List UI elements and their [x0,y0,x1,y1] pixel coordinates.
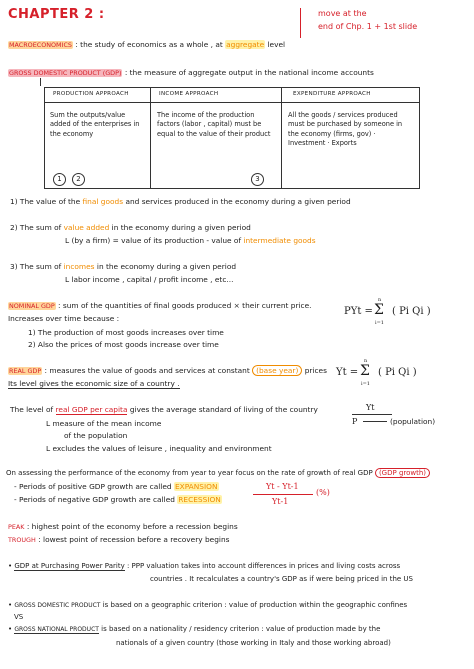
ppp-term: GDP at Purchasing Power Parity [14,562,125,570]
p2-post: in the economy during a given period [111,223,251,232]
growth-pre: On assessing the performance of the economy from year to year focus on the rate of growth of real GDP [6,469,373,477]
real-sigma-lower: i=1 [361,381,370,387]
p2-pre: 2) The sum of [10,223,62,232]
gnp-definition: • GROSS NATIONAL PRODUCT is based on a nationality / residency criterion : value of production made by the [8,625,381,633]
gnp-def1: is based on a nationality / residency criterion : value of production made by the [101,625,381,633]
circle-label-3: 3 [251,173,264,186]
real-formula-body: ( Pi Qi ) [378,367,417,378]
per-capita-frac-line [352,414,392,415]
ppp-definition: • GDP at Purchasing Power Parity : PPP valuation takes into account differences in prices and living costs across [8,562,401,570]
gdp-def-text: : the measure of aggregate output in the national income accounts [124,68,374,77]
nominal-bullet-2: 2) Also the prices of most goods increase over time [28,340,219,349]
move-note-line1: move at the [318,9,367,18]
point-3 [10,262,236,271]
gdp-geographic: • GROSS DOMESTIC PRODUCT is based on a geographic criterion : value of production within the geographic confines [8,601,408,609]
aggregate-highlight: aggregate [226,40,265,49]
point-3-sub: L labor income , capital / profit income , etc... [65,275,234,284]
per-capita-pre: The level of [10,405,54,414]
macroeconomics-term: MACROECONOMICS [9,41,72,49]
growth-percent: (%) [316,488,330,497]
chapter-title: CHAPTER 2 : [8,7,105,22]
nominal-sigma-upper: n [378,297,382,303]
incomes-highlight: incomes [63,262,95,271]
real-gdp-definition [8,366,327,376]
nominal-def-text: : sum of the quantities of final goods produced × their current price. [58,301,312,310]
note-bracket [300,8,303,38]
gdp-definition [8,68,374,78]
growth-bullet-recession [14,495,222,504]
cell-expenditure: All the goods / services produced must be purchased by someone in the economy (firms, gov) · Investment · Exports [288,111,403,147]
recession-pre: - Periods of negative GDP growth are called [14,495,175,504]
gnp-def2: nationals of a given country (those working in Italy and those working abroad) [116,639,391,647]
real-def-post: prices [304,366,327,375]
p3-post: in the economy during a given period [96,262,237,271]
cell-production: Sum the outputs/value added of the enterprises in the economy [50,111,140,138]
trough-def: : lowest point of recession before a recovery begins [38,535,230,544]
peak-def: : highest point of the economy before a recession begins [26,522,238,531]
per-capita-note: (population) [390,417,436,426]
expansion-pre: - Periods of positive GDP growth are called [14,482,172,491]
real-gdp-term: REAL GDP [9,367,42,375]
value-added-highlight: value added [63,223,110,232]
real-line2-text: Its level gives the economic size of a country . [8,379,180,388]
circle-label-1: 1 [53,173,66,186]
nominal-gdp-term: NOMINAL GDP [9,302,55,310]
peak-definition [8,522,238,532]
real-gdp-per-capita-highlight: real GDP per capita [55,405,128,414]
per-capita-sub1: L measure of the mean income [46,419,162,428]
header-production: PRODUCTION APPROACH [53,91,129,97]
intermediate-goods-highlight: intermediate goods [243,236,316,245]
growth-num: Yt - Yt-1 [266,482,299,491]
cell-income: The income of the production factors (labor , capital) must be equal to the value of their product [157,111,271,138]
ppp-def2: countries . It recalculates a country's GDP as if were being priced in the US [150,575,413,583]
header-expenditure: EXPENDITURE APPROACH [293,91,371,97]
nominal-formula-body: ( Pi Qi ) [392,306,431,317]
base-year-highlight: (base year) [252,365,302,376]
ppp-def1: : PPP valuation takes into account differences in prices and living costs across [126,562,401,570]
real-gdp-formula: Yt = [336,367,359,378]
move-note-line2: end of Chp. 1 + 1st slide [318,22,418,31]
vs-label: VS [14,613,24,621]
per-capita-line [10,405,318,414]
growth-line [6,469,430,478]
per-capita-arrow [363,421,387,422]
growth-den: Yt-1 [272,497,289,506]
p3-pre: 3) The sum of [10,262,62,271]
per-capita-num: Yt [366,403,375,412]
nominal-line2: Increases over time because : [8,314,120,323]
gdp-term: GROSS DOMESTIC PRODUCT (GDP) [9,69,122,77]
peak-term: PEAK [8,523,25,531]
p1-post: and services produced in the economy during a given period [125,197,351,206]
nominal-gdp-formula [344,306,373,317]
macroeconomics-definition [8,40,285,50]
gdp-growth-highlight: (GDP growth) [375,468,430,478]
point-1 [10,197,351,206]
nominal-formula-lhs: PYt = [344,306,373,317]
nominal-sigma-lower: i=1 [375,320,384,326]
point-2-sub [65,236,316,245]
final-goods-highlight: final goods [82,197,124,206]
circle-label-2: 2 [72,173,85,186]
point-2 [10,223,251,232]
header-income: INCOME APPROACH [159,91,219,97]
per-capita-sub2: of the population [64,431,128,440]
p1-pre: 1) The value of the [10,197,81,206]
gdp-geo-term: GROSS DOMESTIC PRODUCT [14,602,101,609]
nominal-bullet-1: 1) The production of most goods increases over time [28,328,224,337]
trough-definition [8,535,230,545]
real-sigma-upper: n [364,358,368,364]
expansion-highlight: EXPANSION [174,482,218,491]
growth-bullet-expansion [14,482,219,491]
p2-sub-pre: L (by a firm) = value of its production - value of [65,236,242,245]
circle-labels-right [251,166,270,186]
real-def-pre: : measures the value of goods and services at constant [44,366,250,375]
gdp-geo-def: is based on a geographic criterion : value of production within the geographic confines [102,601,408,609]
growth-frac-line [253,494,313,495]
table-connector [40,78,59,86]
macro-def-text: : the study of economics as a whole , at [75,40,223,49]
gdp-approaches-table [44,87,420,189]
real-gdp-line2 [8,379,180,388]
per-capita-den: P [352,417,358,426]
per-capita-post: gives the average standard of living of the country [129,405,318,414]
nominal-sigma: Σ [374,302,384,318]
real-sigma: Σ [360,363,370,379]
recession-highlight: RECESSION [178,495,221,504]
per-capita-sub3: L excludes the values of leisure , inequality and environment [46,444,272,453]
trough-term: TROUGH [8,536,36,544]
macro-def-end: level [267,40,286,49]
nominal-gdp-definition [8,301,312,311]
circle-labels-left [53,166,91,186]
gnp-term: GROSS NATIONAL PRODUCT [14,626,99,633]
